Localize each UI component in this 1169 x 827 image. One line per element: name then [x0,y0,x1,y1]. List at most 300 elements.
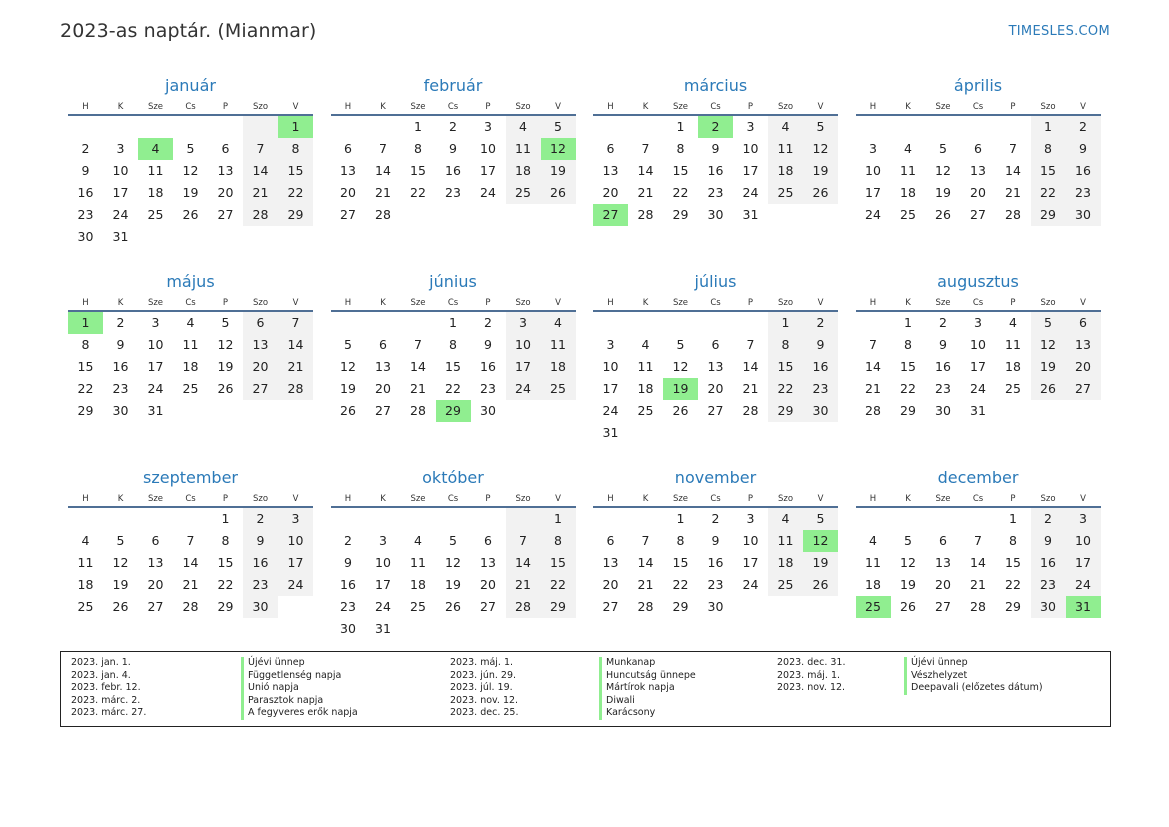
day-cell: 20 [147,577,164,592]
weekday-label: Szo [1040,102,1056,112]
holiday-day-cell: 4 [138,138,173,160]
weekday-label: K [642,298,649,308]
day-cell: 3 [606,337,615,352]
day-cell: 17 [375,577,391,592]
day-cell: 2 [1031,508,1066,530]
legend-names-column [241,657,358,720]
weekday-label: H [82,102,89,112]
day-cell: 17 [602,381,619,396]
day-cell: 26 [182,207,199,222]
day-cell: 27 [375,403,391,418]
empty-day-cell [891,116,926,138]
weekday-header [856,98,1101,116]
day-cell: 2 [243,508,278,530]
day-cell: 28 [243,204,278,226]
day-cell: 20 [217,185,234,200]
day-cell: 18 [506,160,541,182]
day-cell: 14 [375,163,391,178]
day-cell: 21 [278,356,313,378]
day-cell: 23 [243,574,278,596]
weekday-label: V [1080,102,1086,112]
day-cell: 7 [1009,141,1017,156]
month-name: március [683,76,748,95]
holiday-day-cell: 19 [663,378,698,400]
day-cell: 21 [243,182,278,204]
legend-holiday-name: A fegyveres erők napja [241,707,358,720]
empty-day-cell [856,312,891,334]
day-cell: 5 [676,337,685,352]
days-grid [331,312,576,422]
weekday-label: Szo [1040,298,1056,308]
brand-link[interactable]: TIMESLES.COM [1008,24,1110,39]
day-cell: 26 [900,599,916,614]
weekday-label: Cs [972,102,984,112]
month-calendar [331,464,576,640]
day-cell: 13 [707,359,724,374]
weekday-header [331,98,576,116]
legend-dates-column [450,657,518,720]
weekday-header [856,294,1101,312]
weekday-label: H [869,298,877,308]
day-cell: 19 [217,359,234,374]
day-cell: 16 [1031,552,1066,574]
empty-day-cell [628,116,663,138]
day-cell: 7 [869,337,877,352]
day-cell: 6 [606,533,615,548]
weekday-label: V [292,102,299,112]
day-cell: 16 [340,577,356,592]
day-cell: 2 [116,315,125,330]
day-cell: 8 [1031,138,1066,160]
day-cell: 1 [676,511,685,526]
day-cell: 6 [151,533,160,548]
day-cell: 17 [506,356,541,378]
day-cell: 16 [480,359,496,374]
empty-day-cell [138,508,173,530]
day-cell: 18 [77,577,94,592]
day-cell: 2 [449,119,457,134]
day-cell: 15 [1005,555,1021,570]
day-cell: 16 [803,356,838,378]
day-cell: 2 [939,315,947,330]
day-cell: 2 [803,312,838,334]
day-cell: 13 [217,163,234,178]
day-cell: 13 [1066,334,1101,356]
day-cell: 15 [410,163,426,178]
month-calendar [68,268,313,444]
month-calendar [331,268,576,444]
day-cell: 29 [278,204,313,226]
day-cell: 24 [742,185,759,200]
weekday-label: Sze [672,298,689,308]
day-cell: 12 [1031,334,1066,356]
day-cell: 16 [707,163,724,178]
day-cell: 27 [1066,378,1101,400]
empty-day-cell [103,116,138,138]
weekday-label: Szo [252,494,269,504]
weekday-label: V [817,102,824,112]
day-cell: 25 [637,403,654,418]
day-cell: 24 [480,185,496,200]
weekday-label: P [485,494,491,504]
empty-day-cell [331,508,366,530]
day-cell: 17 [112,185,129,200]
weekday-label: Szo [777,102,794,112]
empty-day-cell [628,312,663,334]
weekday-label: H [869,494,877,504]
day-cell: 30 [1031,596,1066,618]
day-cell: 26 [541,182,576,204]
day-cell: 8 [676,141,685,156]
day-cell: 8 [414,141,422,156]
day-cell: 24 [970,381,986,396]
day-cell: 16 [77,185,94,200]
day-cell: 22 [672,577,689,592]
day-cell: 11 [768,530,803,552]
legend-holiday-date: 2023. jún. 29. [450,669,517,681]
weekday-header [856,490,1101,508]
empty-day-cell [593,508,628,530]
day-cell: 18 [1005,359,1021,374]
day-cell: 28 [506,596,541,618]
day-cell: 6 [484,533,492,548]
day-cell: 11 [506,138,541,160]
weekday-header [68,294,313,312]
legend-holiday-name: Újévi ünnep [241,657,358,670]
day-cell: 1 [1031,116,1066,138]
empty-day-cell [628,508,663,530]
weekday-label: Sze [147,102,164,112]
day-cell: 7 [186,533,195,548]
day-cell: 12 [217,337,234,352]
empty-day-cell [961,508,996,530]
day-cell: 10 [742,533,759,548]
day-cell: 7 [278,312,313,334]
day-cell: 19 [803,160,838,182]
day-cell: 18 [768,552,803,574]
day-cell: 8 [904,337,912,352]
weekday-label: V [555,298,561,308]
day-cell: 30 [707,207,724,222]
day-cell: 8 [449,337,457,352]
empty-day-cell [366,116,401,138]
day-cell: 7 [243,138,278,160]
empty-day-cell [331,116,366,138]
day-cell: 15 [77,359,94,374]
day-cell: 6 [939,533,947,548]
day-cell: 12 [445,555,461,570]
weekday-label: Cs [185,102,196,112]
day-cell: 10 [1066,530,1101,552]
day-cell: 22 [445,381,461,396]
days-grid [593,116,838,226]
weekday-label: H [607,494,614,504]
weekday-label: Cs [710,102,721,112]
day-cell: 26 [445,599,461,614]
days-grid [856,508,1101,618]
day-cell: 14 [970,555,986,570]
holiday-day-cell: 12 [541,138,576,160]
weekday-label: Szo [252,298,269,308]
weekday-label: H [344,102,352,112]
weekday-label: K [117,494,124,504]
day-cell: 23 [445,185,461,200]
day-cell: 25 [182,381,199,396]
day-cell: 22 [410,185,426,200]
day-cell: 1 [449,315,457,330]
day-cell: 10 [112,163,129,178]
day-cell: 20 [375,381,391,396]
day-cell: 31 [742,207,759,222]
weekday-label: Szo [777,298,794,308]
day-cell: 27 [602,599,619,614]
day-cell: 14 [506,552,541,574]
day-cell: 26 [935,207,951,222]
holiday-day-cell: 29 [436,400,471,422]
day-cell: 1 [768,312,803,334]
day-cell: 7 [641,141,650,156]
days-grid [331,116,576,226]
weekday-label: Szo [515,494,531,504]
day-cell: 20 [480,577,496,592]
day-cell: 21 [865,381,881,396]
weekday-label: P [222,494,229,504]
day-cell: 4 [869,533,877,548]
weekday-label: K [905,494,911,504]
weekday-label: P [747,102,754,112]
weekday-header [68,98,313,116]
day-cell: 7 [974,533,982,548]
day-cell: 8 [768,334,803,356]
day-cell: 4 [641,337,650,352]
weekday-label: Sze [147,298,164,308]
empty-day-cell [436,508,471,530]
weekday-label: P [747,298,754,308]
legend-holiday-date: 2023. dec. 31. [777,657,846,668]
day-cell: 26 [112,599,129,614]
legend-holiday-name: Karácsony [599,707,696,720]
day-cell: 19 [340,381,356,396]
empty-day-cell [138,116,173,138]
legend-holiday-name: Parasztok napja [241,695,358,708]
day-cell: 16 [707,555,724,570]
month-calendar [593,72,838,248]
days-grid [331,508,576,640]
holiday-day-cell: 2 [698,116,733,138]
weekday-label: Szo [777,494,794,504]
day-cell: 10 [480,141,496,156]
day-cell: 26 [1031,378,1066,400]
day-cell: 13 [935,555,951,570]
day-cell: 28 [637,207,654,222]
day-cell: 5 [904,533,912,548]
day-cell: 15 [541,552,576,574]
days-grid [593,312,838,444]
month-name: október [422,468,484,487]
month-calendar [856,72,1101,248]
weekday-label: H [869,102,877,112]
day-cell: 3 [974,315,982,330]
weekday-label: Cs [185,494,196,504]
day-cell: 28 [375,207,391,222]
day-cell: 31 [602,425,619,440]
legend-holiday-name: Diwali [599,695,696,708]
day-cell: 30 [480,403,496,418]
day-cell: 30 [77,229,94,244]
day-cell: 1 [414,119,422,134]
day-cell: 22 [77,381,94,396]
day-cell: 2 [344,533,352,548]
legend-holiday-name: Vészhelyzet [904,670,1043,683]
day-cell: 18 [182,359,199,374]
day-cell: 6 [606,141,615,156]
day-cell: 26 [672,403,689,418]
day-cell: 29 [672,599,689,614]
day-cell: 25 [506,182,541,204]
day-cell: 17 [1066,552,1101,574]
day-cell: 8 [278,138,313,160]
day-cell: 9 [711,141,720,156]
weekday-label: Szo [515,102,531,112]
day-cell: 25 [768,574,803,596]
day-cell: 19 [445,577,461,592]
weekday-header [593,294,838,312]
empty-day-cell [593,312,628,334]
day-cell: 12 [900,555,916,570]
month-name: november [674,468,757,487]
day-cell: 23 [480,381,496,396]
legend-holiday-name: Függetlenség napja [241,670,358,683]
day-cell: 22 [541,574,576,596]
day-cell: 13 [147,555,164,570]
day-cell: 21 [506,574,541,596]
day-cell: 11 [147,163,164,178]
day-cell: 18 [410,577,426,592]
legend-holiday-name: Munkanap [599,657,696,670]
weekday-label: V [292,494,299,504]
weekday-label: Cs [447,102,459,112]
empty-day-cell [208,116,243,138]
day-cell: 17 [742,555,759,570]
day-cell: 11 [900,163,916,178]
day-cell: 3 [746,511,755,526]
empty-day-cell [856,508,891,530]
empty-day-cell [996,116,1031,138]
weekday-label: P [222,102,229,112]
weekday-label: V [1080,298,1086,308]
day-cell: 12 [340,359,356,374]
day-cell: 5 [344,337,352,352]
day-cell: 17 [480,163,496,178]
day-cell: 29 [541,596,576,618]
day-cell: 25 [147,207,164,222]
day-cell: 6 [711,337,720,352]
day-cell: 2 [1066,116,1101,138]
day-cell: 28 [865,403,881,418]
day-cell: 15 [672,163,689,178]
day-cell: 27 [970,207,986,222]
empty-day-cell [961,116,996,138]
day-cell: 5 [221,315,230,330]
day-cell: 12 [803,138,838,160]
day-cell: 9 [1031,530,1066,552]
day-cell: 6 [344,141,352,156]
day-cell: 3 [116,141,125,156]
day-cell: 23 [803,378,838,400]
day-cell: 20 [340,185,356,200]
day-cell: 27 [935,599,951,614]
day-cell: 14 [278,334,313,356]
empty-day-cell [243,116,278,138]
weekday-label: Sze [410,494,426,504]
weekday-label: K [380,494,386,504]
days-grid [856,116,1101,226]
day-cell: 15 [1031,160,1066,182]
empty-day-cell [366,508,401,530]
day-cell: 2 [81,141,90,156]
day-cell: 30 [1066,204,1101,226]
day-cell: 26 [340,403,356,418]
day-cell: 19 [803,552,838,574]
day-cell: 21 [1005,185,1021,200]
day-cell: 31 [147,403,164,418]
day-cell: 10 [865,163,881,178]
weekday-header [331,490,576,508]
weekday-label: Sze [672,494,689,504]
day-cell: 21 [970,577,986,592]
day-cell: 11 [637,359,654,374]
legend-holiday-date: 2023. máj. 1. [450,657,514,668]
day-cell: 26 [803,182,838,204]
day-cell: 14 [1005,163,1021,178]
day-cell: 14 [243,160,278,182]
day-cell: 22 [1031,182,1066,204]
weekday-label: H [82,494,89,504]
day-cell: 7 [506,530,541,552]
day-cell: 28 [410,403,426,418]
legend-names-column [599,657,696,720]
day-cell: 6 [974,141,982,156]
weekday-header [68,490,313,508]
weekday-label: Cs [972,494,984,504]
day-cell: 17 [278,552,313,574]
day-cell: 1 [221,511,230,526]
weekday-label: Sze [935,298,951,308]
holiday-day-cell: 1 [278,116,313,138]
empty-day-cell [68,508,103,530]
weekday-label: H [82,298,89,308]
day-cell: 4 [904,141,912,156]
day-cell: 18 [541,356,576,378]
days-grid [593,508,838,618]
weekday-label: P [222,298,229,308]
day-cell: 18 [865,577,881,592]
day-cell: 22 [278,182,313,204]
day-cell: 5 [186,141,195,156]
day-cell: 3 [278,508,313,530]
weekday-label: P [485,298,491,308]
day-cell: 28 [182,599,199,614]
weekday-label: P [747,494,754,504]
day-cell: 21 [742,381,759,396]
holiday-day-cell: 27 [593,204,628,226]
weekday-label: Sze [410,102,426,112]
days-grid [68,508,313,618]
day-cell: 8 [541,530,576,552]
month-name: július [694,272,737,291]
day-cell: 18 [768,160,803,182]
legend-names-column [904,657,1043,695]
